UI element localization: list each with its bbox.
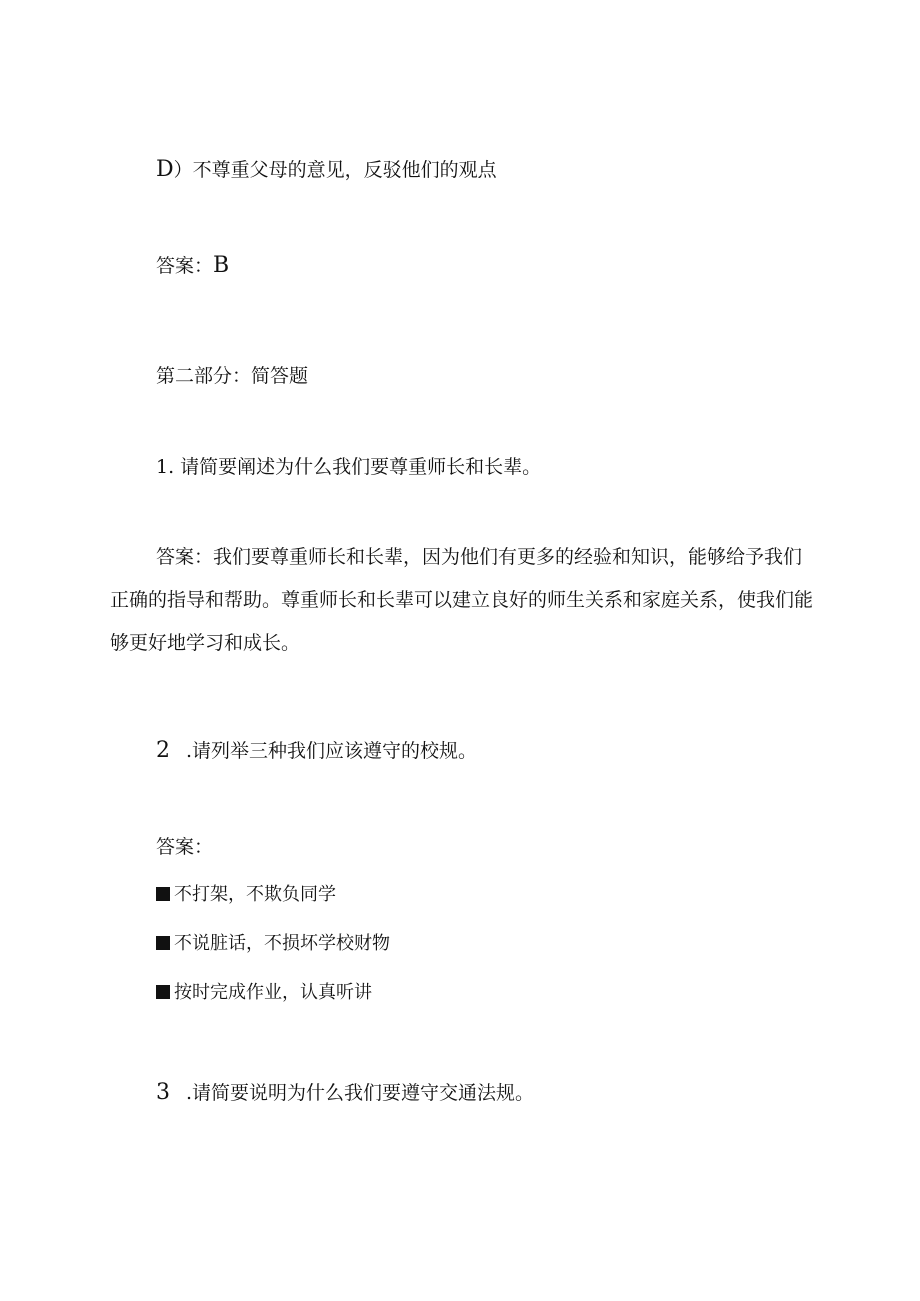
answer-value: B [213,253,230,278]
question-1-answer: 答案：我们要尊重师长和长辈，因为他们有更多的经验和知识，能够给予我们正确的指导和帮助。尊重师长和长辈可以建立良好的师生关系和家庭关系，使我们能够更好地学习和成长。 [110,546,814,654]
square-bullet-icon [156,985,170,999]
answer-line [156,255,229,277]
question-3-number: 3 [156,1080,170,1105]
question-3-text: .请简要说明为什么我们要遵守交通法规。 [186,1082,535,1104]
question-2-text: .请列举三种我们应该遵守的校规。 [186,740,478,762]
question-1: 1. 请简要阐述为什么我们要尊重师长和长辈。 [156,456,542,478]
answer-label: 答案： [156,255,214,277]
question-3 [156,1082,534,1104]
question-2 [156,740,477,762]
rule-item-text: 不打架，不欺负同学 [174,884,336,905]
rule-item-text: 不说脏话，不损坏学校财物 [174,933,390,954]
rule-item-text: 按时完成作业，认真听讲 [174,982,372,1003]
question-2-number: 2 [156,738,170,763]
section-title: 第二部分：简答题 [156,365,309,387]
square-bullet-icon [156,887,170,901]
rule-item [156,884,336,906]
question-2-answer-label: 答案： [156,836,214,858]
option-d-text: ）不尊重父母的意见，反驳他们的观点 [173,159,497,181]
option-d-letter: D [156,157,174,182]
square-bullet-icon [156,936,170,950]
rule-item [156,933,390,955]
rule-item [156,982,372,1004]
option-d [156,159,497,181]
